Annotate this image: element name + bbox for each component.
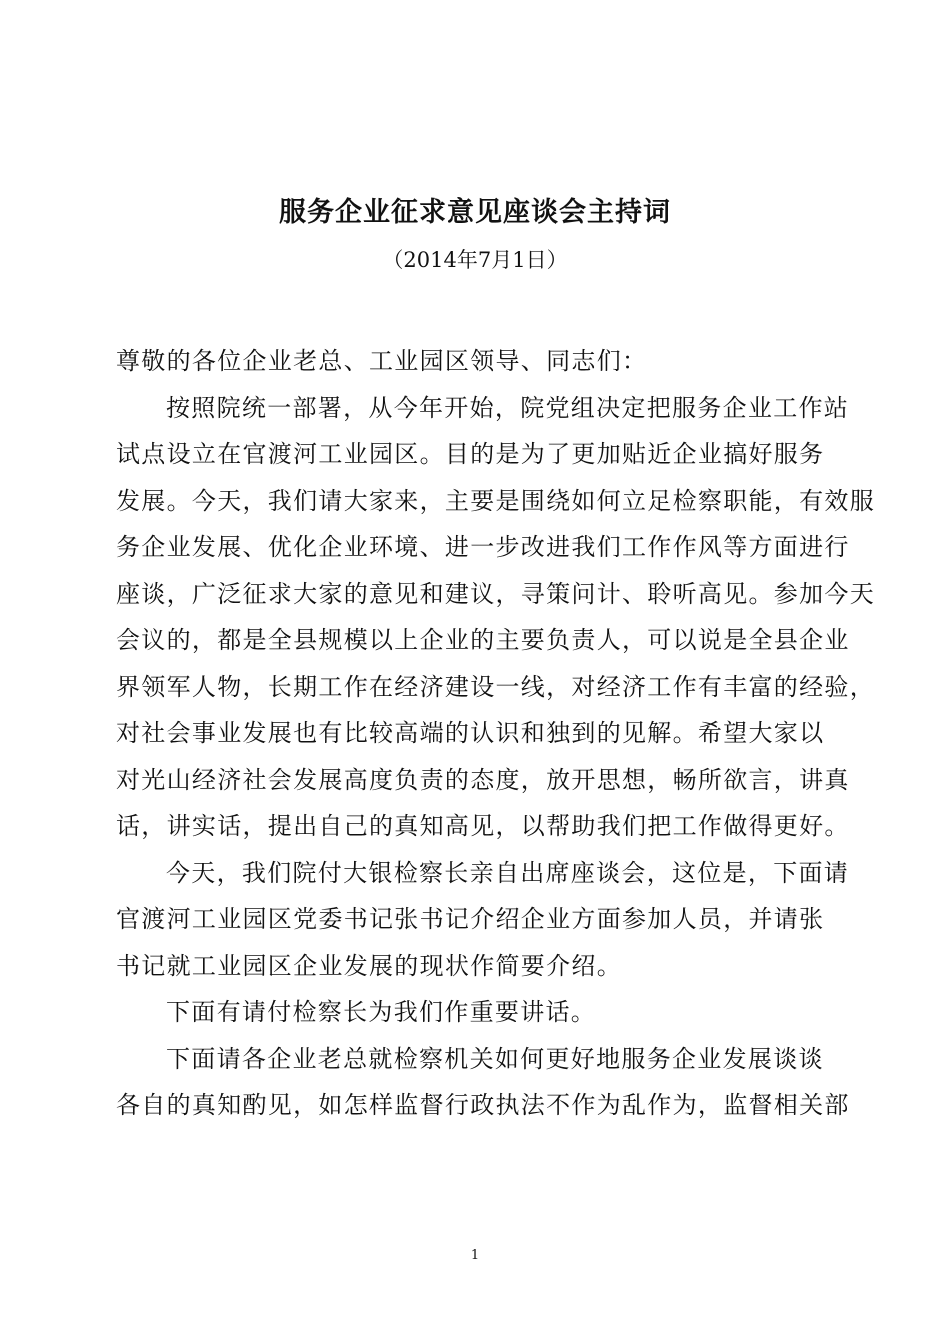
document-body <box>116 338 875 1129</box>
paragraph-1-line: 座谈，广泛征求大家的意见和建议，寻策问计、聆听高见。参加今天 <box>116 579 875 608</box>
paragraph-1-line: 会议的，都是全县规模以上企业的主要负责人，可以说是全县企业 <box>116 626 850 654</box>
paragraph-2-line: 今天，我们院付大银检察长亲自出席座谈会，这位是，下面请 <box>166 858 850 887</box>
paragraph-1-line: 话，讲实话，提出自己的真知高见，以帮助我们把工作做得更好。 <box>116 812 850 840</box>
paragraph-2-line: 书记就工业园区企业发展的现状作简要介绍。 <box>116 951 622 980</box>
paragraph-4-line: 下面请各企业老总就检察机关如何更好地服务企业发展谈谈 <box>166 1044 824 1073</box>
paragraph-2-line: 官渡河工业园区党委书记张书记介绍企业方面参加人员，并请张 <box>116 905 825 933</box>
paragraph-1-line: 对光山经济社会发展高度负责的态度，放开思想，畅所欲言，讲真 <box>116 765 850 794</box>
paragraph-3-line: 下面有请付检察长为我们作重要讲话。 <box>166 998 597 1026</box>
paragraph-1-line: 对社会事业发展也有比较高端的认识和独到的见解。希望大家以 <box>116 719 825 747</box>
paragraph-1-line: 试点设立在官渡河工业园区。目的是为了更加贴近企业搞好服务 <box>116 440 825 468</box>
paragraph-1-line: 按照院统一部署，从今年开始，院党组决定把服务企业工作站 <box>166 393 850 422</box>
document-title: 服务企业征求意见座谈会主持词 <box>279 197 671 228</box>
document-date: （2014年7月1日） <box>382 248 568 272</box>
salutation: 尊敬的各位企业老总、工业园区领导、同志们： <box>116 347 648 375</box>
paragraph-1-line: 发展。今天，我们请大家来，主要是围绕如何立足检察职能，有效服 <box>116 486 875 515</box>
paragraph-1-line: 界领军人物，长期工作在经济建设一线，对经济工作有丰富的经验， <box>116 672 875 701</box>
page-number: 1 <box>470 1248 480 1263</box>
paragraph-4-line: 各自的真知酌见，如怎样监督行政执法不作为乱作为，监督相关部 <box>116 1091 850 1119</box>
paragraph-1-line: 务企业发展、优化企业环境、进一步改进我们工作作风等方面进行 <box>116 533 850 561</box>
